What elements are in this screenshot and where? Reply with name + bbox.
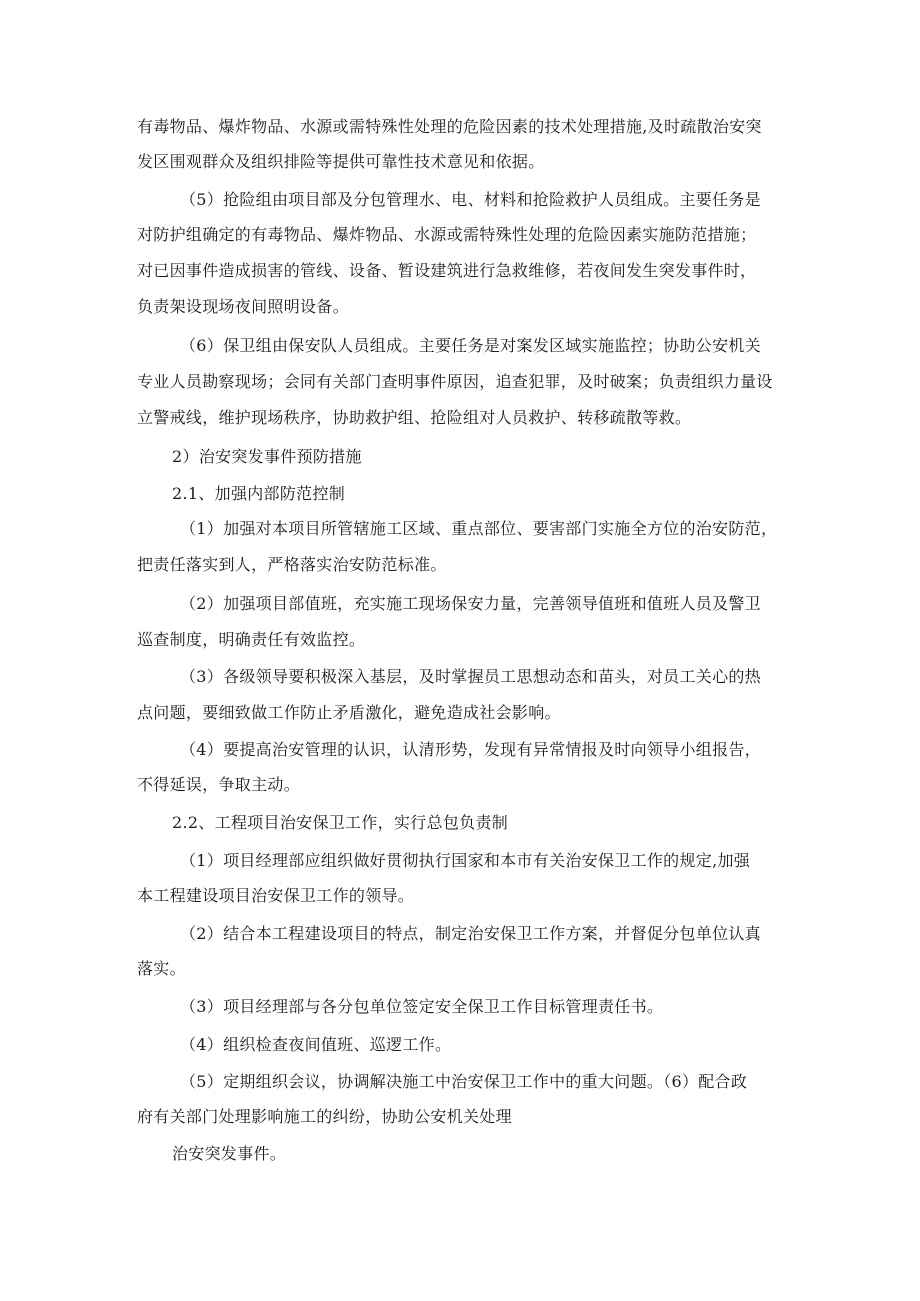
text-line-3: （5）抢险组由项目部及分包管理水、电、材料和抢险救护人员组成。主要任务是 [180, 190, 761, 209]
text-line-4: 对防护组确定的有毒物品、爆炸物品、水源或需特殊性处理的危险因素实施防范措施； [137, 225, 757, 244]
text-line-13: 把责任落实到人，严格落实治安防范标准。 [137, 555, 447, 574]
text-line-18: （4）要提高治安管理的认识，认清形势，发现有异常情报及时向领导小组报告， [180, 740, 761, 759]
text-line-17: 点问题，要细致做工作防止矛盾激化，避免造成社会影响。 [137, 703, 561, 722]
section-heading-2-1: 2.1、加强内部防范控制 [172, 484, 346, 503]
text-line-9: 立警戒线，维护现场秩序，协助救护组、抢险组对人员救护、转移疏散等救。 [137, 408, 692, 427]
text-line-21: （1）项目经理部应组织做好贯彻执行国家和本市有关治安保卫工作的规定,加强 [180, 851, 751, 870]
text-line-24: 落实。 [137, 959, 186, 978]
text-line-22: 本工程建设项目治安保卫工作的领导。 [137, 886, 415, 905]
text-line-26: （4）组织检查夜间值班、巡逻工作。 [180, 1035, 452, 1054]
text-line-25: （3）项目经理部与各分包单位签定安全保卫工作目标管理责任书。 [180, 997, 664, 1016]
text-line-15: 巡查制度，明确责任有效监控。 [137, 630, 366, 649]
text-line-1: 有毒物品、爆炸物品、水源或需特殊性处理的危险因素的技术处理措施,及时疏散治安突 [137, 117, 762, 136]
text-line-2: 发区围观群众及组织排险等提供可靠性技术意见和依据。 [137, 152, 545, 171]
text-line-29: 治安突发事件。 [172, 1144, 287, 1163]
text-line-6: 负责架设现场夜间照明设备。 [137, 297, 349, 316]
text-line-5: 对已因事件造成损害的管线、设备、暂设建筑进行急救维修，若夜间发生突发事件时， [137, 261, 757, 280]
text-line-19: 不得延误，争取主动。 [137, 775, 301, 794]
text-line-7: （6）保卫组由保安队人员组成。主要任务是对案发区域实施监控；协助公安机关 [180, 336, 761, 355]
text-line-28: 府有关部门处理影响施工的纠纷，协助公安机关处理 [137, 1107, 512, 1126]
section-heading-2: 2）治安突发事件预防措施 [172, 447, 362, 466]
section-heading-2-2: 2.2、工程项目治安保卫工作，实行总包负责制 [172, 813, 509, 832]
text-line-14: （2）加强项目部值班，充实施工现场保安力量，完善领导值班和值班人员及警卫 [180, 594, 761, 613]
text-line-12: （1）加强对本项目所管辖施工区域、重点部位、要害部门实施全方位的治安防范， [180, 519, 778, 538]
text-line-8: 专业人员勘察现场；会同有关部门查明事件原因，追查犯罪，及时破案；负责组织力量设 [137, 372, 773, 391]
text-line-16: （3）各级领导要积极深入基层，及时掌握员工思想动态和苗头，对员工关心的热 [180, 667, 761, 686]
text-line-23: （2）结合本工程建设项目的特点，制定治安保卫工作方案，并督促分包单位认真 [180, 924, 761, 943]
text-line-27: （5）定期组织会议，协调解决施工中治安保卫工作中的重大问题。（6）配合政 [180, 1072, 748, 1091]
